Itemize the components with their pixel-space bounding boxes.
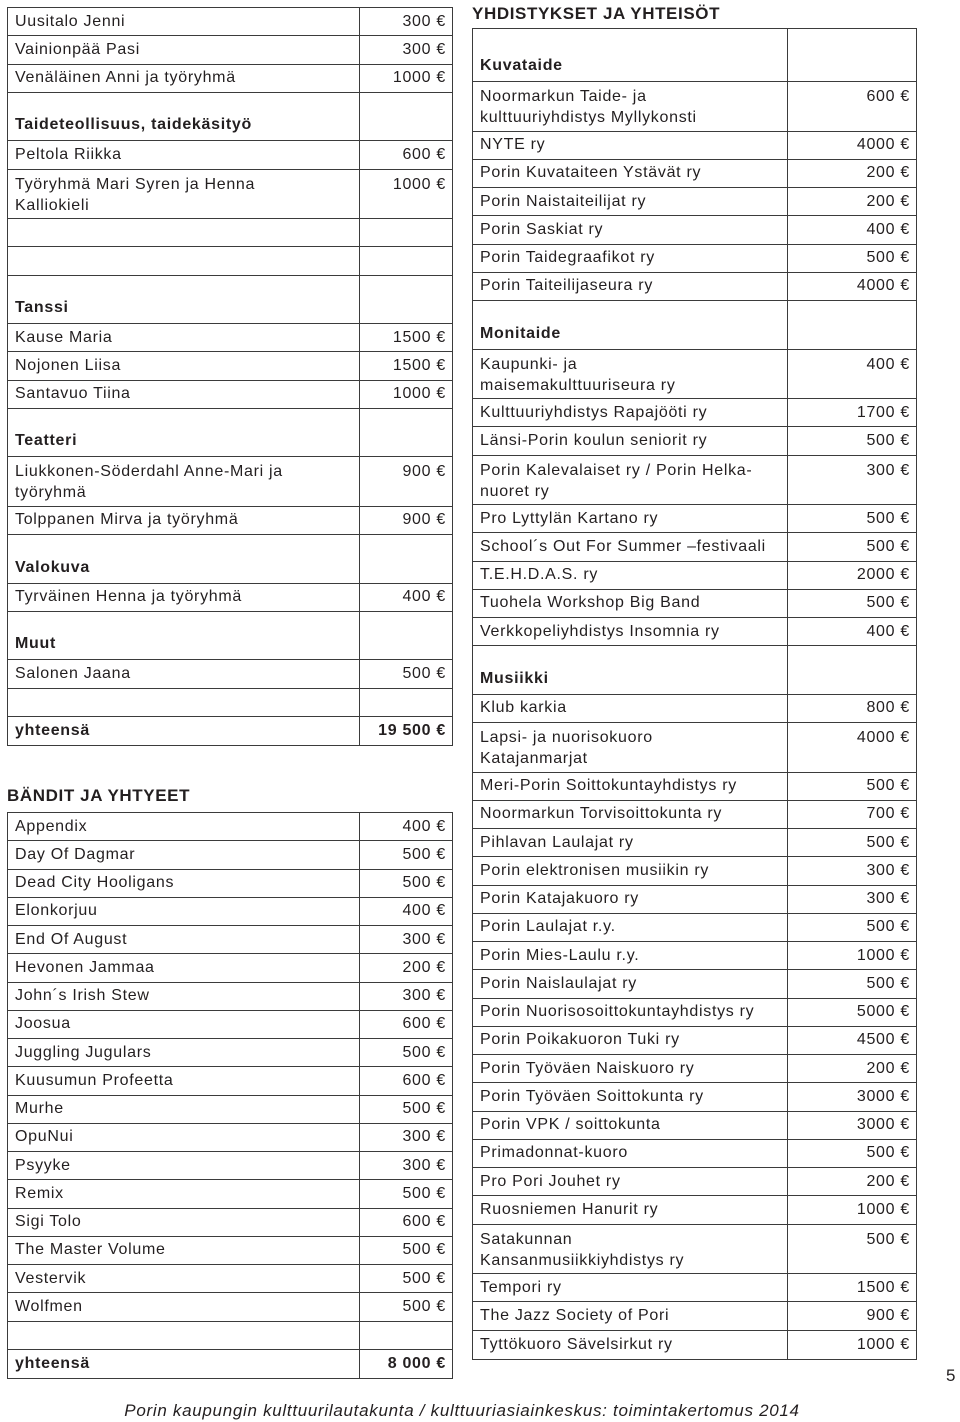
category-heading: Musiikki xyxy=(473,646,788,694)
table-row xyxy=(8,983,452,1011)
recipient-name: Porin elektronisen musiikin ry xyxy=(473,857,788,884)
category-heading-row xyxy=(8,612,452,661)
table-row xyxy=(8,1265,452,1293)
table-row xyxy=(8,926,452,954)
grant-amount: 900 € xyxy=(402,511,446,529)
recipient-name: Porin Työväen Naiskuoro ry xyxy=(473,1055,788,1082)
table-row xyxy=(8,870,452,898)
category-heading: Muut xyxy=(8,612,360,660)
grant-amount: 500 € xyxy=(866,431,910,449)
empty-cell xyxy=(360,409,452,457)
table-row xyxy=(473,1027,916,1055)
recipient-name: Tyttökuoro Sävelsirkut ry xyxy=(473,1331,788,1359)
recipient-name: Peltola Riikka xyxy=(8,141,360,168)
grant-amount: 700 € xyxy=(866,805,910,823)
recipient-name: Juggling Jugulars xyxy=(8,1039,360,1066)
total-label: yhteensä xyxy=(8,1350,360,1378)
grant-amount: 300 € xyxy=(402,1156,446,1174)
recipient-name: Dead City Hooligans xyxy=(8,870,360,897)
recipient-name: Tuohela Workshop Big Band xyxy=(473,590,788,617)
recipient-name: Porin Taidegraafikot ry xyxy=(473,245,788,272)
grant-amount: 600 € xyxy=(402,1071,446,1089)
grant-amount: 4000 € xyxy=(856,136,910,154)
recipient-name: Porin Mies-Laulu r.y. xyxy=(473,942,788,969)
recipient-name: Pro Lyttylän Kartano ry xyxy=(473,505,788,532)
empty-cell xyxy=(360,247,452,274)
recipient-name: Remix xyxy=(8,1180,360,1207)
grant-amount: 4500 € xyxy=(856,1031,910,1049)
grant-amount: 400 € xyxy=(402,902,446,920)
category-heading: Monitaide xyxy=(473,301,788,349)
grant-amount: 1000 € xyxy=(856,1200,910,1218)
grant-amount: 300 € xyxy=(402,987,446,1005)
recipient-name: Porin Poikakuoron Tuki ry xyxy=(473,1027,788,1054)
grant-amount: 300 € xyxy=(866,461,910,479)
recipient-name: The Jazz Society of Pori xyxy=(473,1302,788,1329)
category-heading-row xyxy=(8,276,452,325)
table-row xyxy=(8,584,452,612)
table-row xyxy=(473,999,916,1027)
category-heading: Valokuva xyxy=(8,535,360,583)
table-row xyxy=(473,829,916,857)
recipient-name: Santavuo Tiina xyxy=(8,381,360,408)
grant-amount: 500 € xyxy=(866,918,910,936)
table-row xyxy=(8,1237,452,1265)
grant-amount: 600 € xyxy=(866,88,910,105)
grant-amount: 200 € xyxy=(866,1059,910,1077)
recipient-name: Pihlavan Laulajat ry xyxy=(473,829,788,856)
table-row xyxy=(8,1209,452,1237)
table-row xyxy=(8,898,452,926)
recipient-name: Porin Nuorisosoittokuntayhdistys ry xyxy=(473,999,788,1026)
grant-amount: 500 € xyxy=(866,833,910,851)
category-heading-row xyxy=(473,29,916,82)
table-row xyxy=(473,456,916,506)
table-row xyxy=(473,273,916,301)
table-row xyxy=(473,1112,916,1140)
grant-amount: 1000 € xyxy=(392,385,446,403)
recipient-name: Tempori ry xyxy=(473,1274,788,1301)
grant-amount: 600 € xyxy=(402,1213,446,1231)
table-row xyxy=(473,399,916,427)
grant-amount: 500 € xyxy=(866,974,910,992)
table-row xyxy=(473,773,916,801)
recipient-name: Porin Työväen Soittokunta ry xyxy=(473,1083,788,1110)
table-row xyxy=(473,160,916,188)
empty-cell xyxy=(360,612,452,660)
table-row xyxy=(8,1152,452,1180)
grant-amount: 500 € xyxy=(402,1297,446,1315)
grants-table-bands xyxy=(7,812,453,1379)
recipient-name: Sigi Tolo xyxy=(8,1209,360,1236)
recipient-name: NYTE ry xyxy=(473,132,788,159)
grant-amount: 4000 € xyxy=(856,729,910,746)
table-row xyxy=(473,1083,916,1111)
table-row xyxy=(8,813,452,841)
recipient-name: End Of August xyxy=(8,926,360,953)
grant-amount: 500 € xyxy=(866,594,910,612)
table-row xyxy=(473,216,916,244)
grant-amount: 500 € xyxy=(866,537,910,555)
table-row xyxy=(473,723,916,773)
table-row xyxy=(473,1331,916,1359)
grant-amount: 300 € xyxy=(402,1128,446,1146)
category-heading: Tanssi xyxy=(8,276,360,324)
table-row xyxy=(473,1140,916,1168)
grant-amount: 500 € xyxy=(402,664,446,682)
grant-amount: 3000 € xyxy=(856,1116,910,1134)
table-row xyxy=(473,1196,916,1224)
table-row xyxy=(473,1225,916,1275)
recipient-name: Joosua xyxy=(8,1011,360,1038)
grant-amount: 1000 € xyxy=(392,175,446,193)
table-row xyxy=(8,1124,452,1152)
recipient-name: Tyrväinen Henna ja työryhmä xyxy=(8,584,360,611)
category-heading-row xyxy=(8,535,452,584)
grant-amount: 3000 € xyxy=(856,1087,910,1105)
recipient-name: Noormarkun Taide- ja kulttuuriyhdistys Myllykonsti xyxy=(473,82,788,131)
table-row xyxy=(8,352,452,380)
table-row xyxy=(473,1302,916,1330)
page-footer: Porin kaupungin kulttuurilautakunta / kulttuuriasiainkeskus: toimintakertomus 2014 xyxy=(124,1401,800,1420)
recipient-name: Länsi-Porin koulun seniorit ry xyxy=(473,427,788,454)
recipient-name: Porin Kalevalaiset ry / Porin Helka- nuoret ry xyxy=(473,456,788,505)
total-amount: 19 500 € xyxy=(378,721,446,739)
recipient-name: Elonkorjuu xyxy=(8,898,360,925)
table-row xyxy=(473,886,916,914)
grant-amount: 400 € xyxy=(402,817,446,835)
recipient-name: Vainionpää Pasi xyxy=(8,36,360,63)
recipient-name: Satakunnan Kansanmusiikkiyhdistys ry xyxy=(473,1225,788,1274)
table-row xyxy=(473,505,916,533)
table-row xyxy=(8,1293,452,1321)
table-row xyxy=(8,507,452,535)
table-row xyxy=(473,350,916,400)
recipient-name: Wolfmen xyxy=(8,1293,360,1320)
recipient-name: Meri-Porin Soittokuntayhdistys ry xyxy=(473,773,788,800)
category-heading-row xyxy=(8,409,452,458)
grant-amount: 900 € xyxy=(402,463,446,481)
page-number: 5 xyxy=(946,1366,957,1385)
grant-amount: 1700 € xyxy=(856,403,910,421)
recipient-name: Työryhmä Mari Syren ja Henna Kalliokieli xyxy=(8,170,360,219)
table-row xyxy=(473,188,916,216)
table-row xyxy=(8,841,452,869)
recipient-name: Porin Saskiat ry xyxy=(473,216,788,243)
table-row xyxy=(8,660,452,688)
table-row xyxy=(8,324,452,352)
recipient-name: John´s Irish Stew xyxy=(8,983,360,1010)
category-heading: Teatteri xyxy=(8,409,360,457)
table-row xyxy=(473,801,916,829)
category-heading-row xyxy=(8,93,452,142)
recipient-name: Vestervik xyxy=(8,1265,360,1292)
recipient-name: Psyyke xyxy=(8,1152,360,1179)
recipient-name: Verkkopeliyhdistys Insomnia ry xyxy=(473,618,788,645)
table-row xyxy=(473,942,916,970)
recipient-name: Uusitalo Jenni xyxy=(8,8,360,35)
recipient-name: Porin VPK / soittokunta xyxy=(473,1112,788,1139)
recipient-name: T.E.H.D.A.S. ry xyxy=(473,562,788,589)
grants-table-individuals xyxy=(7,7,453,746)
grant-amount: 500 € xyxy=(866,1230,910,1248)
table-row xyxy=(8,8,452,36)
table-row xyxy=(8,1096,452,1124)
empty-cell xyxy=(360,689,452,716)
grant-amount: 1500 € xyxy=(856,1278,910,1296)
recipient-name: OpuNui xyxy=(8,1124,360,1151)
grant-amount: 1000 € xyxy=(392,69,446,87)
category-heading-row xyxy=(473,301,916,350)
total-label: yhteensä xyxy=(8,717,360,745)
table-row xyxy=(473,618,916,646)
recipient-name: Venäläinen Anni ja työryhmä xyxy=(8,65,360,92)
recipient-name: Murhe xyxy=(8,1096,360,1123)
recipient-name: Kause Maria xyxy=(8,324,360,351)
table-row xyxy=(473,245,916,273)
table-row xyxy=(473,914,916,942)
grant-amount: 200 € xyxy=(866,192,910,210)
grant-amount: 5000 € xyxy=(856,1003,910,1021)
empty-cell xyxy=(360,93,452,141)
grant-amount: 1000 € xyxy=(856,1335,910,1353)
recipient-name: Hevonen Jammaa xyxy=(8,954,360,981)
grant-amount: 900 € xyxy=(866,1306,910,1324)
recipient-name: Liukkonen-Söderdahl Anne-Mari ja työryhmä xyxy=(8,457,360,506)
section-title-associations: YHDISTYKSET JA YHTEISÖT xyxy=(472,4,721,23)
grant-amount: 500 € xyxy=(402,1241,446,1259)
grant-amount: 300 € xyxy=(402,40,446,58)
recipient-name: Porin Katajakuoro ry xyxy=(473,886,788,913)
recipient-name: The Master Volume xyxy=(8,1237,360,1264)
section-title-bands: BÄNDIT JA YHTYEET xyxy=(7,786,191,805)
table-row xyxy=(8,381,452,409)
table-row xyxy=(8,1067,452,1095)
grant-amount: 4000 € xyxy=(856,277,910,295)
table-row xyxy=(8,457,452,507)
table-row xyxy=(473,1274,916,1302)
empty-cell xyxy=(360,1322,452,1349)
table-row xyxy=(473,857,916,885)
grant-amount: 500 € xyxy=(402,1269,446,1287)
total-amount: 8 000 € xyxy=(387,1354,446,1372)
grant-amount: 1500 € xyxy=(392,328,446,346)
total-row xyxy=(8,1350,452,1378)
empty-cell xyxy=(360,219,452,246)
grant-amount: 300 € xyxy=(866,861,910,879)
empty-cell xyxy=(360,535,452,583)
grant-amount: 600 € xyxy=(402,1015,446,1033)
recipient-name: Primadonnat-kuoro xyxy=(473,1140,788,1167)
category-heading: Taideteollisuus, taidekäsityö xyxy=(8,93,360,141)
table-row xyxy=(473,562,916,590)
grant-amount: 300 € xyxy=(402,12,446,30)
grants-table-associations xyxy=(472,28,917,1360)
grant-amount: 400 € xyxy=(866,220,910,238)
recipient-name: Noormarkun Torvisoittokunta ry xyxy=(473,801,788,828)
recipient-name: Kuusumun Profeetta xyxy=(8,1067,360,1094)
table-row xyxy=(473,695,916,723)
recipient-name: Lapsi- ja nuorisokuoro Katajanmarjat xyxy=(473,723,788,772)
grant-amount: 200 € xyxy=(866,1172,910,1190)
grant-amount: 400 € xyxy=(866,355,910,373)
grant-amount: 400 € xyxy=(402,588,446,606)
table-row xyxy=(473,970,916,998)
table-row xyxy=(473,1055,916,1083)
empty-cell xyxy=(8,689,360,716)
recipient-name: Kaupunki- ja maisemakulttuuriseura ry xyxy=(473,350,788,399)
grant-amount: 500 € xyxy=(402,1100,446,1118)
table-row xyxy=(8,65,452,93)
recipient-name: Porin Kuvataiteen Ystävät ry xyxy=(473,160,788,187)
empty-cell xyxy=(788,646,916,694)
grant-amount: 400 € xyxy=(866,622,910,640)
grant-amount: 500 € xyxy=(866,1144,910,1162)
table-row xyxy=(473,82,916,132)
table-row xyxy=(473,1168,916,1196)
grant-amount: 1500 € xyxy=(392,356,446,374)
grant-amount: 200 € xyxy=(402,958,446,976)
grant-amount: 1000 € xyxy=(856,946,910,964)
table-row xyxy=(473,533,916,561)
empty-row xyxy=(8,1322,452,1350)
recipient-name: Kulttuuriyhdistys Rapajööti ry xyxy=(473,399,788,426)
recipient-name: Ruosniemen Hanurit ry xyxy=(473,1196,788,1223)
empty-cell xyxy=(788,29,916,81)
grant-amount: 500 € xyxy=(402,874,446,892)
grant-amount: 500 € xyxy=(866,249,910,267)
grant-amount: 800 € xyxy=(866,699,910,717)
grant-amount: 500 € xyxy=(402,845,446,863)
table-row xyxy=(473,132,916,160)
empty-row xyxy=(8,247,452,275)
grant-amount: 2000 € xyxy=(856,566,910,584)
recipient-name: Porin Laulajat r.y. xyxy=(473,914,788,941)
empty-cell xyxy=(8,219,360,246)
empty-cell xyxy=(8,247,360,274)
recipient-name: Klub karkia xyxy=(473,695,788,722)
recipient-name: Tolppanen Mirva ja työryhmä xyxy=(8,507,360,534)
table-row xyxy=(473,590,916,618)
table-row xyxy=(8,170,452,220)
grant-amount: 500 € xyxy=(402,1043,446,1061)
recipient-name: School´s Out For Summer –festivaali xyxy=(473,533,788,560)
recipient-name: Porin Naislaulajat ry xyxy=(473,970,788,997)
total-row xyxy=(8,717,452,745)
table-row xyxy=(8,1039,452,1067)
empty-cell xyxy=(8,1322,360,1349)
table-row xyxy=(8,954,452,982)
recipient-name: Nojonen Liisa xyxy=(8,352,360,379)
grant-amount: 500 € xyxy=(402,1184,446,1202)
category-heading: Kuvataide xyxy=(473,29,788,81)
table-row xyxy=(8,1180,452,1208)
grant-amount: 600 € xyxy=(402,145,446,163)
recipient-name: Porin Taiteilijaseura ry xyxy=(473,273,788,300)
empty-row xyxy=(8,689,452,717)
grant-amount: 500 € xyxy=(866,509,910,527)
recipient-name: Appendix xyxy=(8,813,360,840)
recipient-name: Day Of Dagmar xyxy=(8,841,360,868)
recipient-name: Pro Pori Jouhet ry xyxy=(473,1168,788,1195)
category-heading-row xyxy=(473,646,916,695)
grant-amount: 300 € xyxy=(402,930,446,948)
grant-amount: 200 € xyxy=(866,164,910,182)
grant-amount: 500 € xyxy=(866,777,910,795)
empty-cell xyxy=(788,301,916,349)
empty-cell xyxy=(360,276,452,324)
recipient-name: Porin Naistaiteilijat ry xyxy=(473,188,788,215)
table-row xyxy=(8,141,452,169)
table-row xyxy=(473,427,916,455)
table-row xyxy=(8,36,452,64)
table-row xyxy=(8,1011,452,1039)
recipient-name: Salonen Jaana xyxy=(8,660,360,687)
empty-row xyxy=(8,219,452,247)
grant-amount: 300 € xyxy=(866,890,910,908)
